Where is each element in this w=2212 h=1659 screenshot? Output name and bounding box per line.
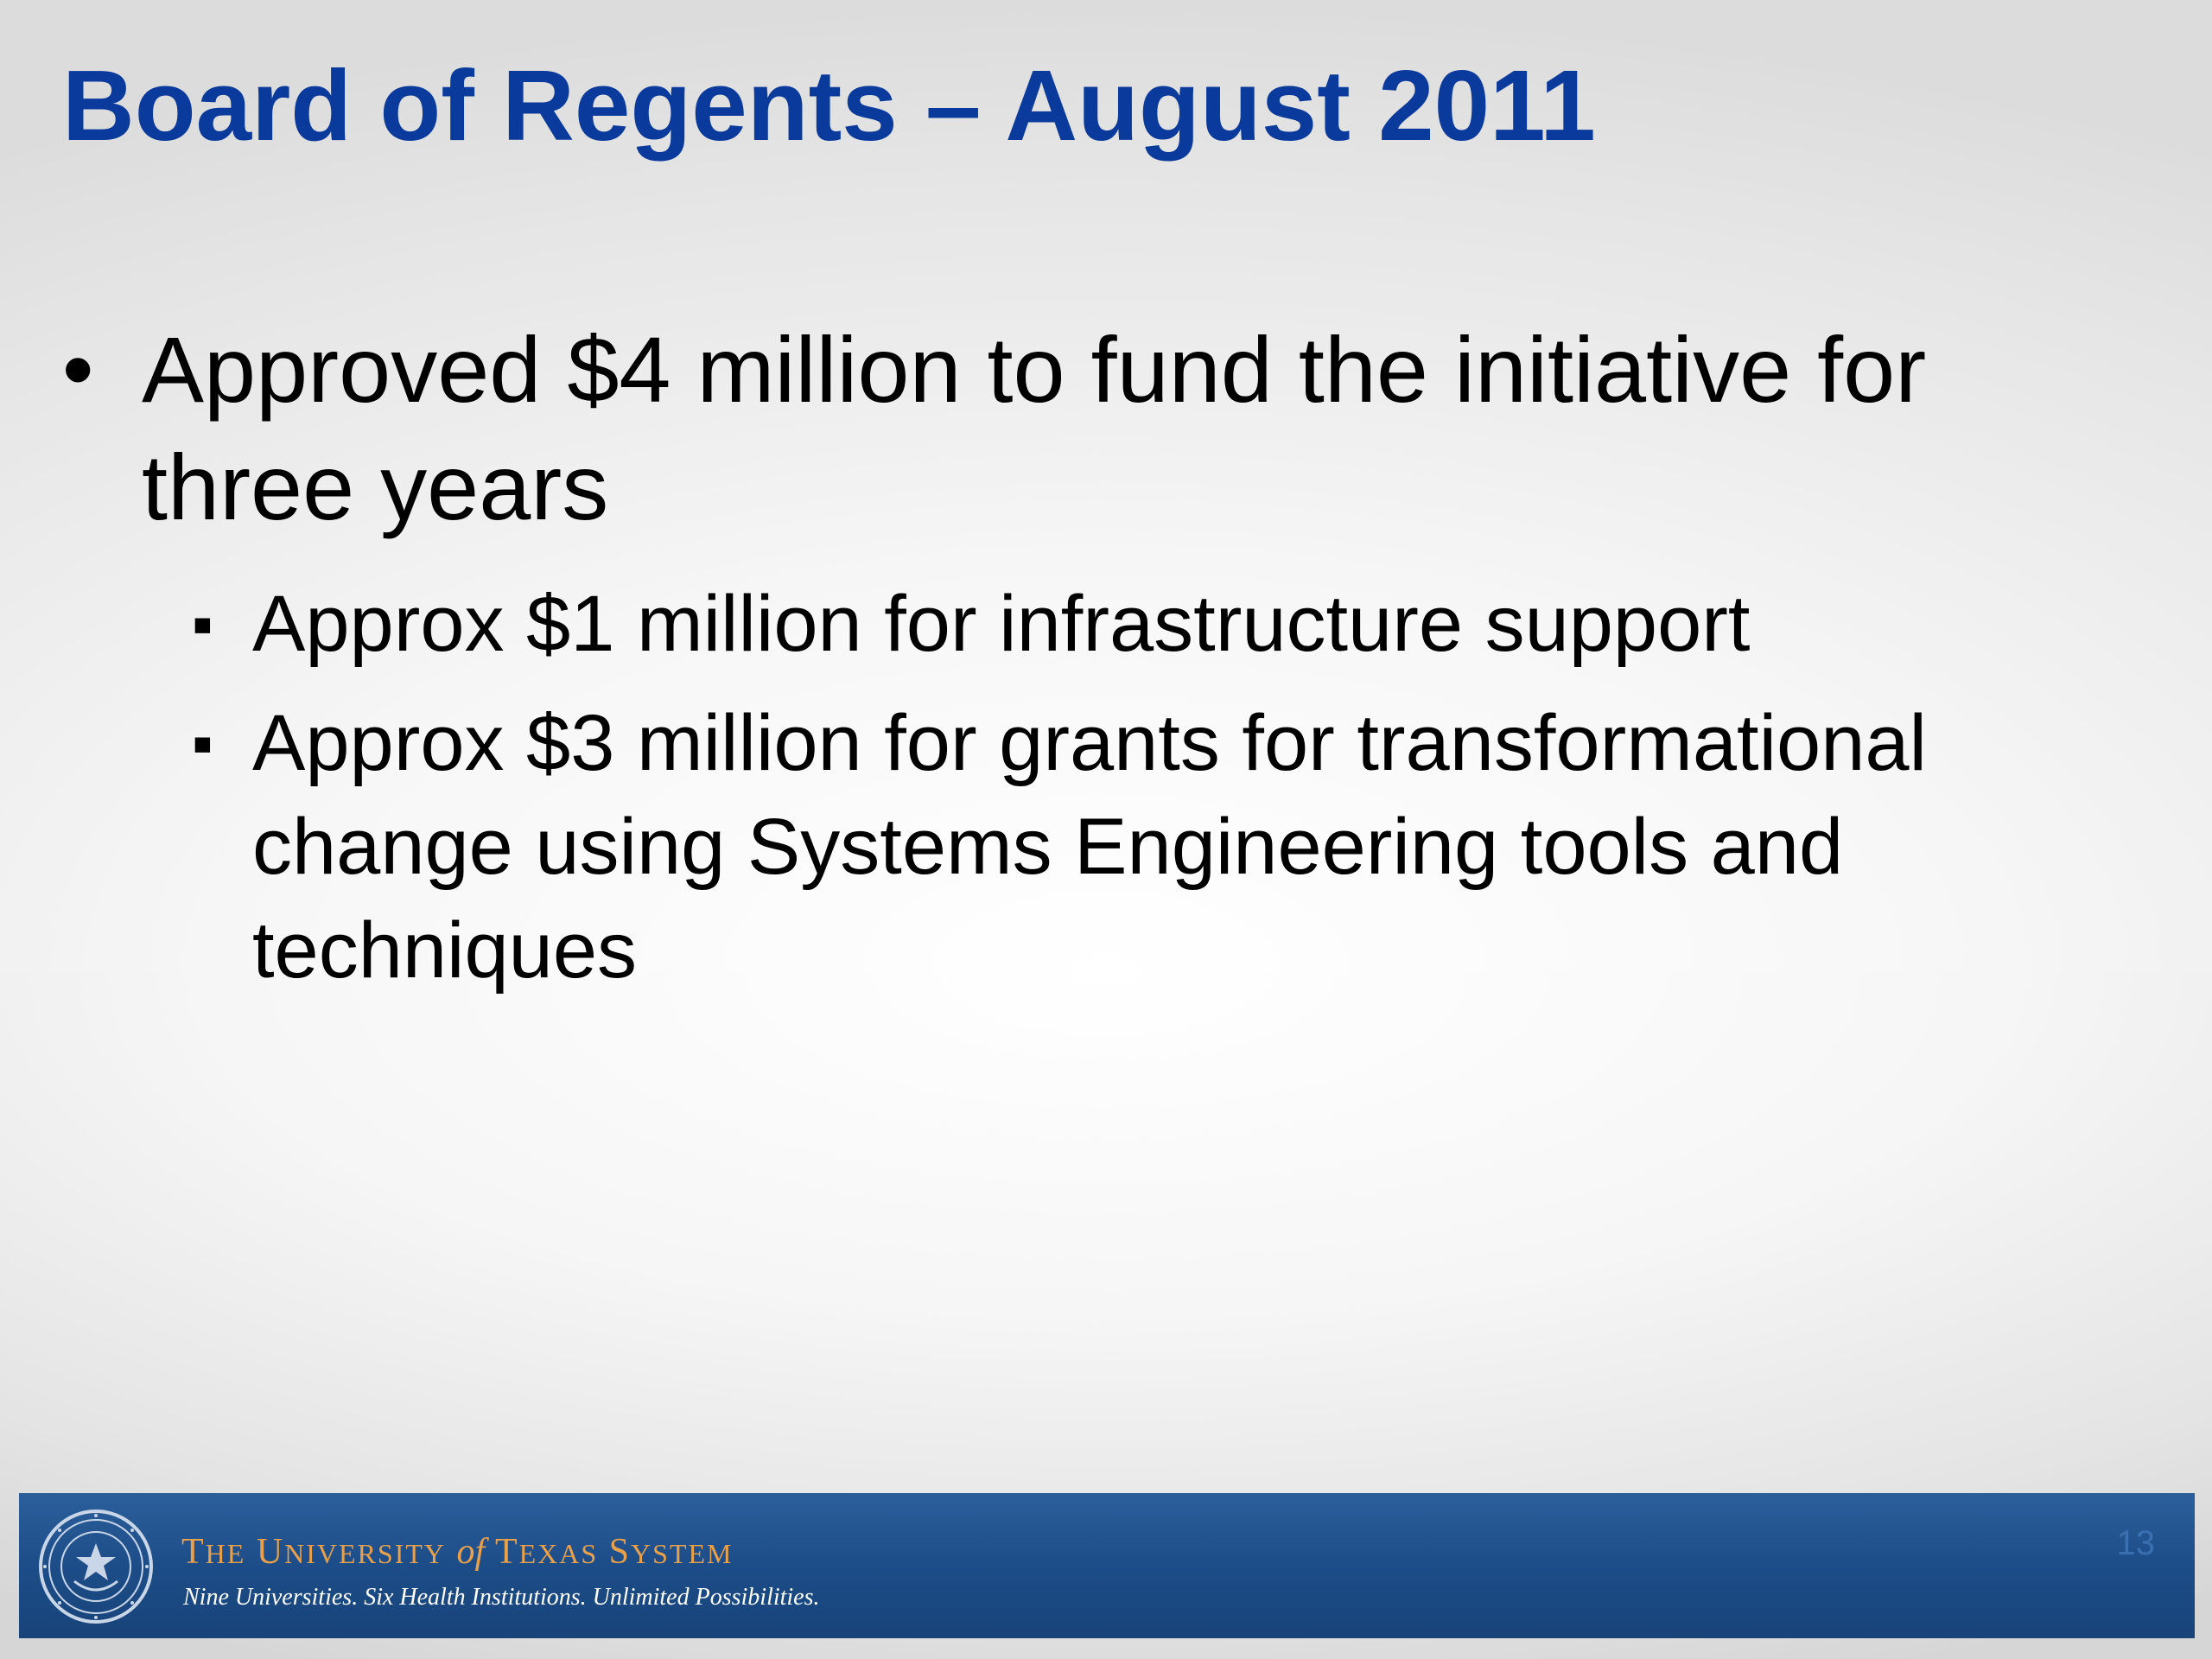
university-seal-icon xyxy=(38,1509,154,1624)
organization-tagline: Nine Universities. Six Health Institutions. Unlimited Possibilities. xyxy=(183,1584,820,1611)
sub-bullet-text: Approx $3 million for grants for transformational change using Systems Engineering tools and techniques xyxy=(252,699,1927,995)
organization-name: THE UNIVERSITY of TEXAS SYSTEM xyxy=(181,1532,734,1572)
sub-bullet-text: Approx $1 million for infrastructure support xyxy=(252,580,1751,668)
sub-bullet-marker: ▪ xyxy=(192,709,213,777)
footer-band xyxy=(19,1493,2195,1638)
bullet-text: Approved $4 million to fund the initiative for three years xyxy=(142,317,1927,539)
page-number: 13 xyxy=(2116,1524,2155,1562)
bullet-marker: • xyxy=(62,320,94,420)
sub-bullet-marker: ▪ xyxy=(192,590,213,658)
slide-title: Board of Regents – August 2011 xyxy=(62,49,1596,162)
